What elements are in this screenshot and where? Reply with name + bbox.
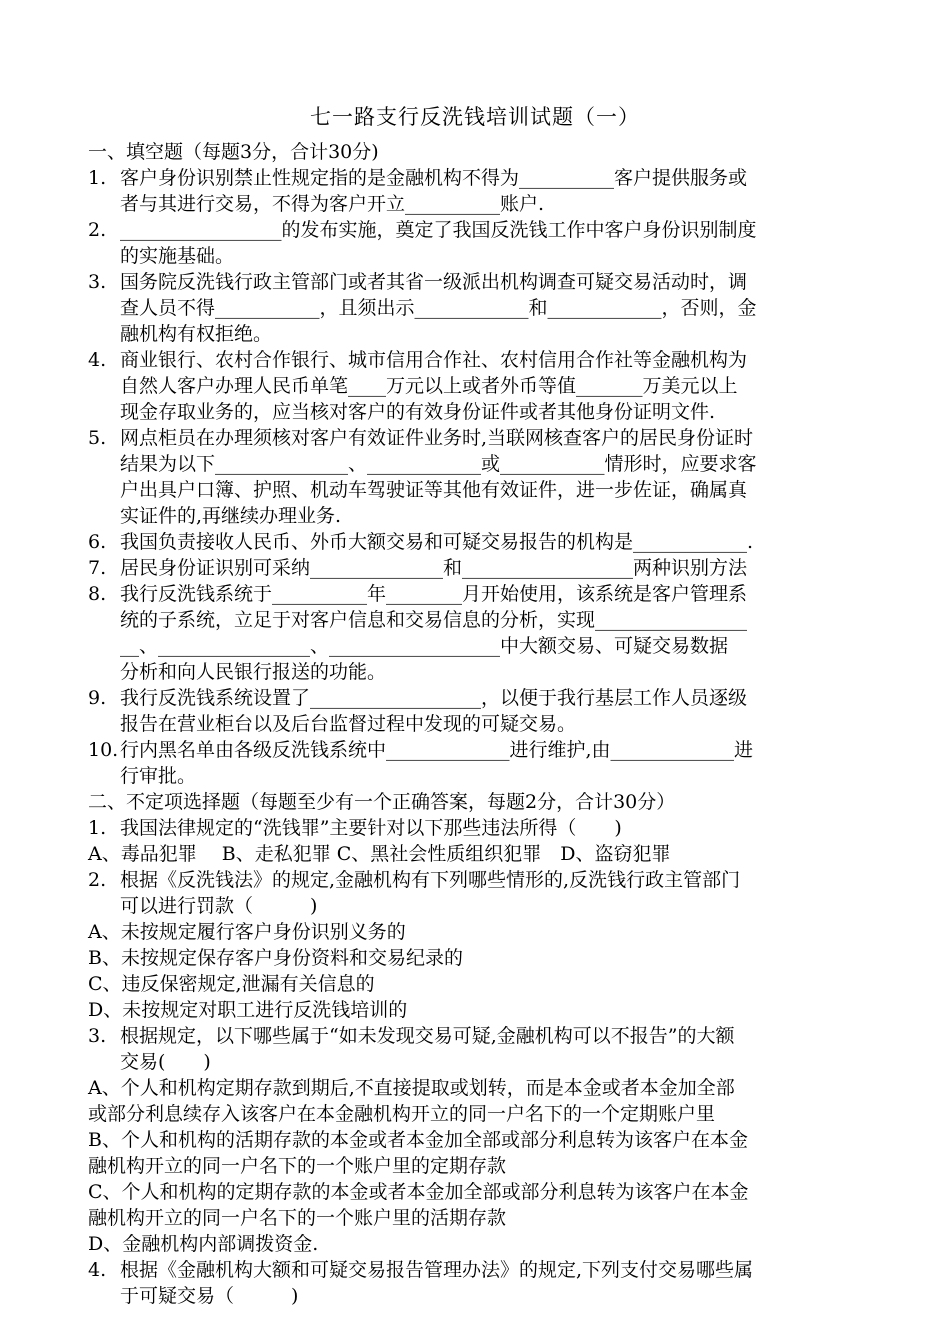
question-text-line: 商业银行、农村合作银行、城市信用合作社、农村信用合作社等金融机构为 <box>120 349 748 371</box>
question-text-line: 可以进行罚款（ ) <box>120 895 318 917</box>
question-item <box>88 347 862 425</box>
question-text-line: 我国负责接收人民币、外币大额交易和可疑交易报告的机构是____________. <box>120 531 754 553</box>
answer-option: A、未按规定履行客户身份识别义务的 <box>88 921 406 943</box>
question-number: 4. <box>88 349 107 371</box>
answer-option: C、违反保密规定,泄漏有关信息的 <box>88 973 375 995</box>
question-number: 5. <box>88 427 107 449</box>
question-text-line: 根据《反洗钱法》的规定,金融机构有下列哪些情形的,反洗钱行政主管部门 <box>120 869 741 891</box>
question-text-line: 融机构有权拒绝。 <box>120 323 273 345</box>
answer-option: D、金融机构内部调拨资金. <box>88 1233 319 1255</box>
question-number: 2. <box>88 869 107 891</box>
question-number: 1. <box>88 167 107 189</box>
question-item <box>88 425 862 529</box>
answer-option: B、未按规定保存客户身份资料和交易纪录的 <box>88 947 463 969</box>
answer-option: 融机构开立的同一户名下的一个账户里的活期存款 <box>88 1207 507 1229</box>
question-number: 6. <box>88 531 107 553</box>
question-number: 3. <box>88 1025 107 1047</box>
page-title: 七一路支行反洗钱培训试题（一） <box>310 105 640 129</box>
section-heading-fill-in: 一、填空题（每题3分，合计30分) <box>88 141 379 163</box>
answer-option: C、个人和机构的定期存款的本金或者本金加全部或部分利息转为该客户在本金 <box>88 1181 749 1203</box>
question-text-line: 客户身份识别禁止性规定指的是金融机构不得为__________客户提供服务或 <box>120 167 748 189</box>
question-text-line: 统的子系统，立足于对客户信息和交易信息的分析，实现________________ <box>120 609 748 631</box>
question-item <box>88 165 862 217</box>
question-number: 4. <box>88 1259 107 1281</box>
question-text-line: 者与其进行交易，不得为客户开立__________账户. <box>120 193 545 215</box>
question-item <box>88 269 862 347</box>
question-number: 3. <box>88 271 107 293</box>
answer-option: 融机构开立的同一户名下的一个账户里的定期存款 <box>88 1155 507 1177</box>
question-number: 10. <box>88 739 119 761</box>
question-text-line: 行内黑名单由各级反洗钱系统中_____________进行维护,由_____________进 <box>120 739 754 761</box>
question-text-line: 于可疑交易（ ) <box>120 1285 299 1307</box>
question-text-line: 报告在营业柜台以及后台监督过程中发现的可疑交易。 <box>120 713 577 735</box>
question-text-line: 我行反洗钱系统于__________年________月开始使用，该系统是客户管理系 <box>120 583 748 605</box>
question-text-line: 国务院反洗钱行政主管部门或者其省一级派出机构调查可疑交易活动时，调 <box>120 271 748 293</box>
question-number: 9. <box>88 687 107 709</box>
question-text-line: 我行反洗钱系统设置了__________________，以便于我行基层工作人员逐级 <box>120 687 748 709</box>
question-text-line: 居民身份证识别可采纳______________和__________________两种识别方法 <box>120 557 748 579</box>
answer-option: D、未按规定对职工进行反洗钱培训的 <box>88 999 408 1021</box>
question-item <box>88 555 862 581</box>
question-text-line: 现金存取业务的，应当核对客户的有效身份证件或者其他身份证明文件. <box>120 401 716 423</box>
question-text-line: 根据《金融机构大额和可疑交易报告管理办法》的规定,下列支付交易哪些属 <box>120 1259 754 1281</box>
question-text-line: 的实施基础。 <box>120 245 235 267</box>
question-text-line: 查人员不得___________，且须出示____________和____________，否则，金 <box>120 297 757 319</box>
question-item <box>88 815 862 841</box>
question-text-line: 我国法律规定的“洗钱罪”主要针对以下那些违法所得（ ) <box>120 817 622 839</box>
question-text-line: 结果为以下______________、____________或___________情形时，应要求客 <box>120 453 757 475</box>
question-number: 7. <box>88 557 107 579</box>
question-text-line: 实证件的,再继续办理业务. <box>120 505 342 527</box>
question-text-line: 分析和向人民银行报送的功能。 <box>120 661 387 683</box>
question-item <box>88 529 862 555</box>
question-number: 2. <box>88 219 107 241</box>
question-item <box>88 737 862 789</box>
answer-option: 或部分利息续存入该客户在本金融机构开立的同一户名下的一个定期账户里 <box>88 1103 716 1125</box>
answer-option: A、个人和机构定期存款到期后,不直接提取或划转，而是本金或者本金加全部 <box>88 1077 735 1099</box>
question-text-line: 自然人客户办理人民币单笔____万元以上或者外币等值_______万美元以上 <box>120 375 738 397</box>
question-text-line: 根据规定，以下哪些属于“如未发现交易可疑,金融机构可以不报告”的大额 <box>120 1025 735 1047</box>
question-text-line: 户出具户口簿、护照、机动车驾驶证等其他有效证件，进一步佐证，确属真 <box>120 479 748 501</box>
document-body <box>88 139 862 1309</box>
question-item <box>88 685 862 737</box>
answer-options: A、毒品犯罪 B、走私犯罪 C、黑社会性质组织犯罪 D、盗窃犯罪 <box>88 843 671 865</box>
question-item <box>88 581 862 685</box>
question-text-line: 行审批。 <box>120 765 197 787</box>
answer-option: B、个人和机构的活期存款的本金或者本金加全部或部分利息转为该客户在本金 <box>88 1129 748 1151</box>
question-item <box>88 1023 862 1075</box>
question-text-line: _________________的发布实施，奠定了我国反洗钱工作中客户身份识别制度 <box>120 219 757 241</box>
question-item <box>88 867 862 919</box>
question-number: 1. <box>88 817 107 839</box>
question-item <box>88 1257 862 1309</box>
question-number: 8. <box>88 583 107 605</box>
section-heading-multiple-choice: 二、不定项选择题（每题至少有一个正确答案，每题2分，合计30分） <box>88 791 676 813</box>
question-text-line: __、________________、__________________中大额交易、可疑交易数据 <box>120 635 729 657</box>
question-text-line: 交易( ) <box>120 1051 211 1073</box>
question-text-line: 网点柜员在办理须核对客户有效证件业务时,当联网核查客户的居民身份证时 <box>120 427 754 449</box>
question-item <box>88 217 862 269</box>
